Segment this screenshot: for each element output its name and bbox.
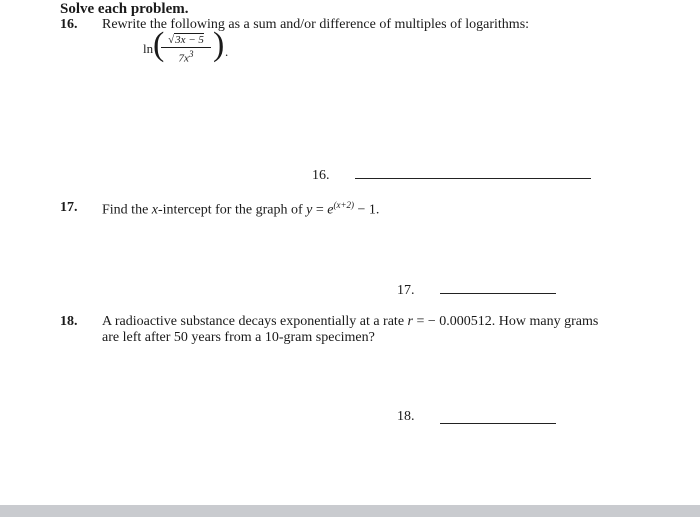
answer-line-17[interactable]	[440, 293, 556, 294]
answer-line-18[interactable]	[440, 423, 556, 424]
fraction-denominator	[161, 48, 211, 65]
eq-equals: =	[312, 202, 328, 218]
answer-label-16: 16.	[312, 168, 330, 183]
problem-18-number: 18.	[60, 314, 78, 329]
eq-y: y	[306, 202, 313, 218]
denominator-base: 7x	[178, 52, 189, 65]
problem-17-text	[102, 200, 379, 219]
problem-16-text: Rewrite the following as a sum and/or difference of multiples of logarithms:	[102, 17, 530, 32]
eq-tail: − 1.	[354, 202, 380, 218]
text-mid: -intercept for the graph of	[158, 202, 307, 218]
expression-period: .	[225, 44, 229, 59]
right-paren-icon: )	[213, 26, 225, 63]
problem-17-number: 17.	[60, 200, 78, 215]
var-x: x	[151, 202, 158, 218]
denominator-exponent: 3	[188, 49, 194, 59]
problem-18-line2: are left after 50 years from a 10-gram specimen?	[102, 330, 375, 345]
section-header: Solve each problem.	[60, 1, 189, 17]
eq-e: e	[327, 202, 334, 218]
line1-after: = − 0.000512. How many grams	[413, 314, 599, 329]
problem-16-number: 16.	[60, 17, 78, 32]
answer-line-16[interactable]	[355, 178, 591, 179]
fraction	[161, 34, 211, 65]
answer-label-18: 18.	[397, 409, 415, 424]
text-before: Find the	[102, 202, 152, 218]
bottom-scroll-bar	[0, 505, 700, 517]
left-paren-icon: (	[153, 26, 165, 63]
eq-exponent: (x+2)	[333, 200, 355, 210]
numerator-radicand: 3x − 5	[175, 34, 204, 46]
problem-18-line1	[102, 314, 598, 330]
fraction-numerator	[161, 34, 211, 48]
rate-var: r	[407, 314, 413, 329]
sqrt-icon: √	[168, 34, 175, 46]
ln-function: ln	[143, 41, 154, 56]
line1-before: A radioactive substance decays exponentially at a rate	[102, 314, 408, 329]
answer-label-17: 17.	[397, 283, 415, 298]
problem-16-expression	[143, 26, 243, 68]
